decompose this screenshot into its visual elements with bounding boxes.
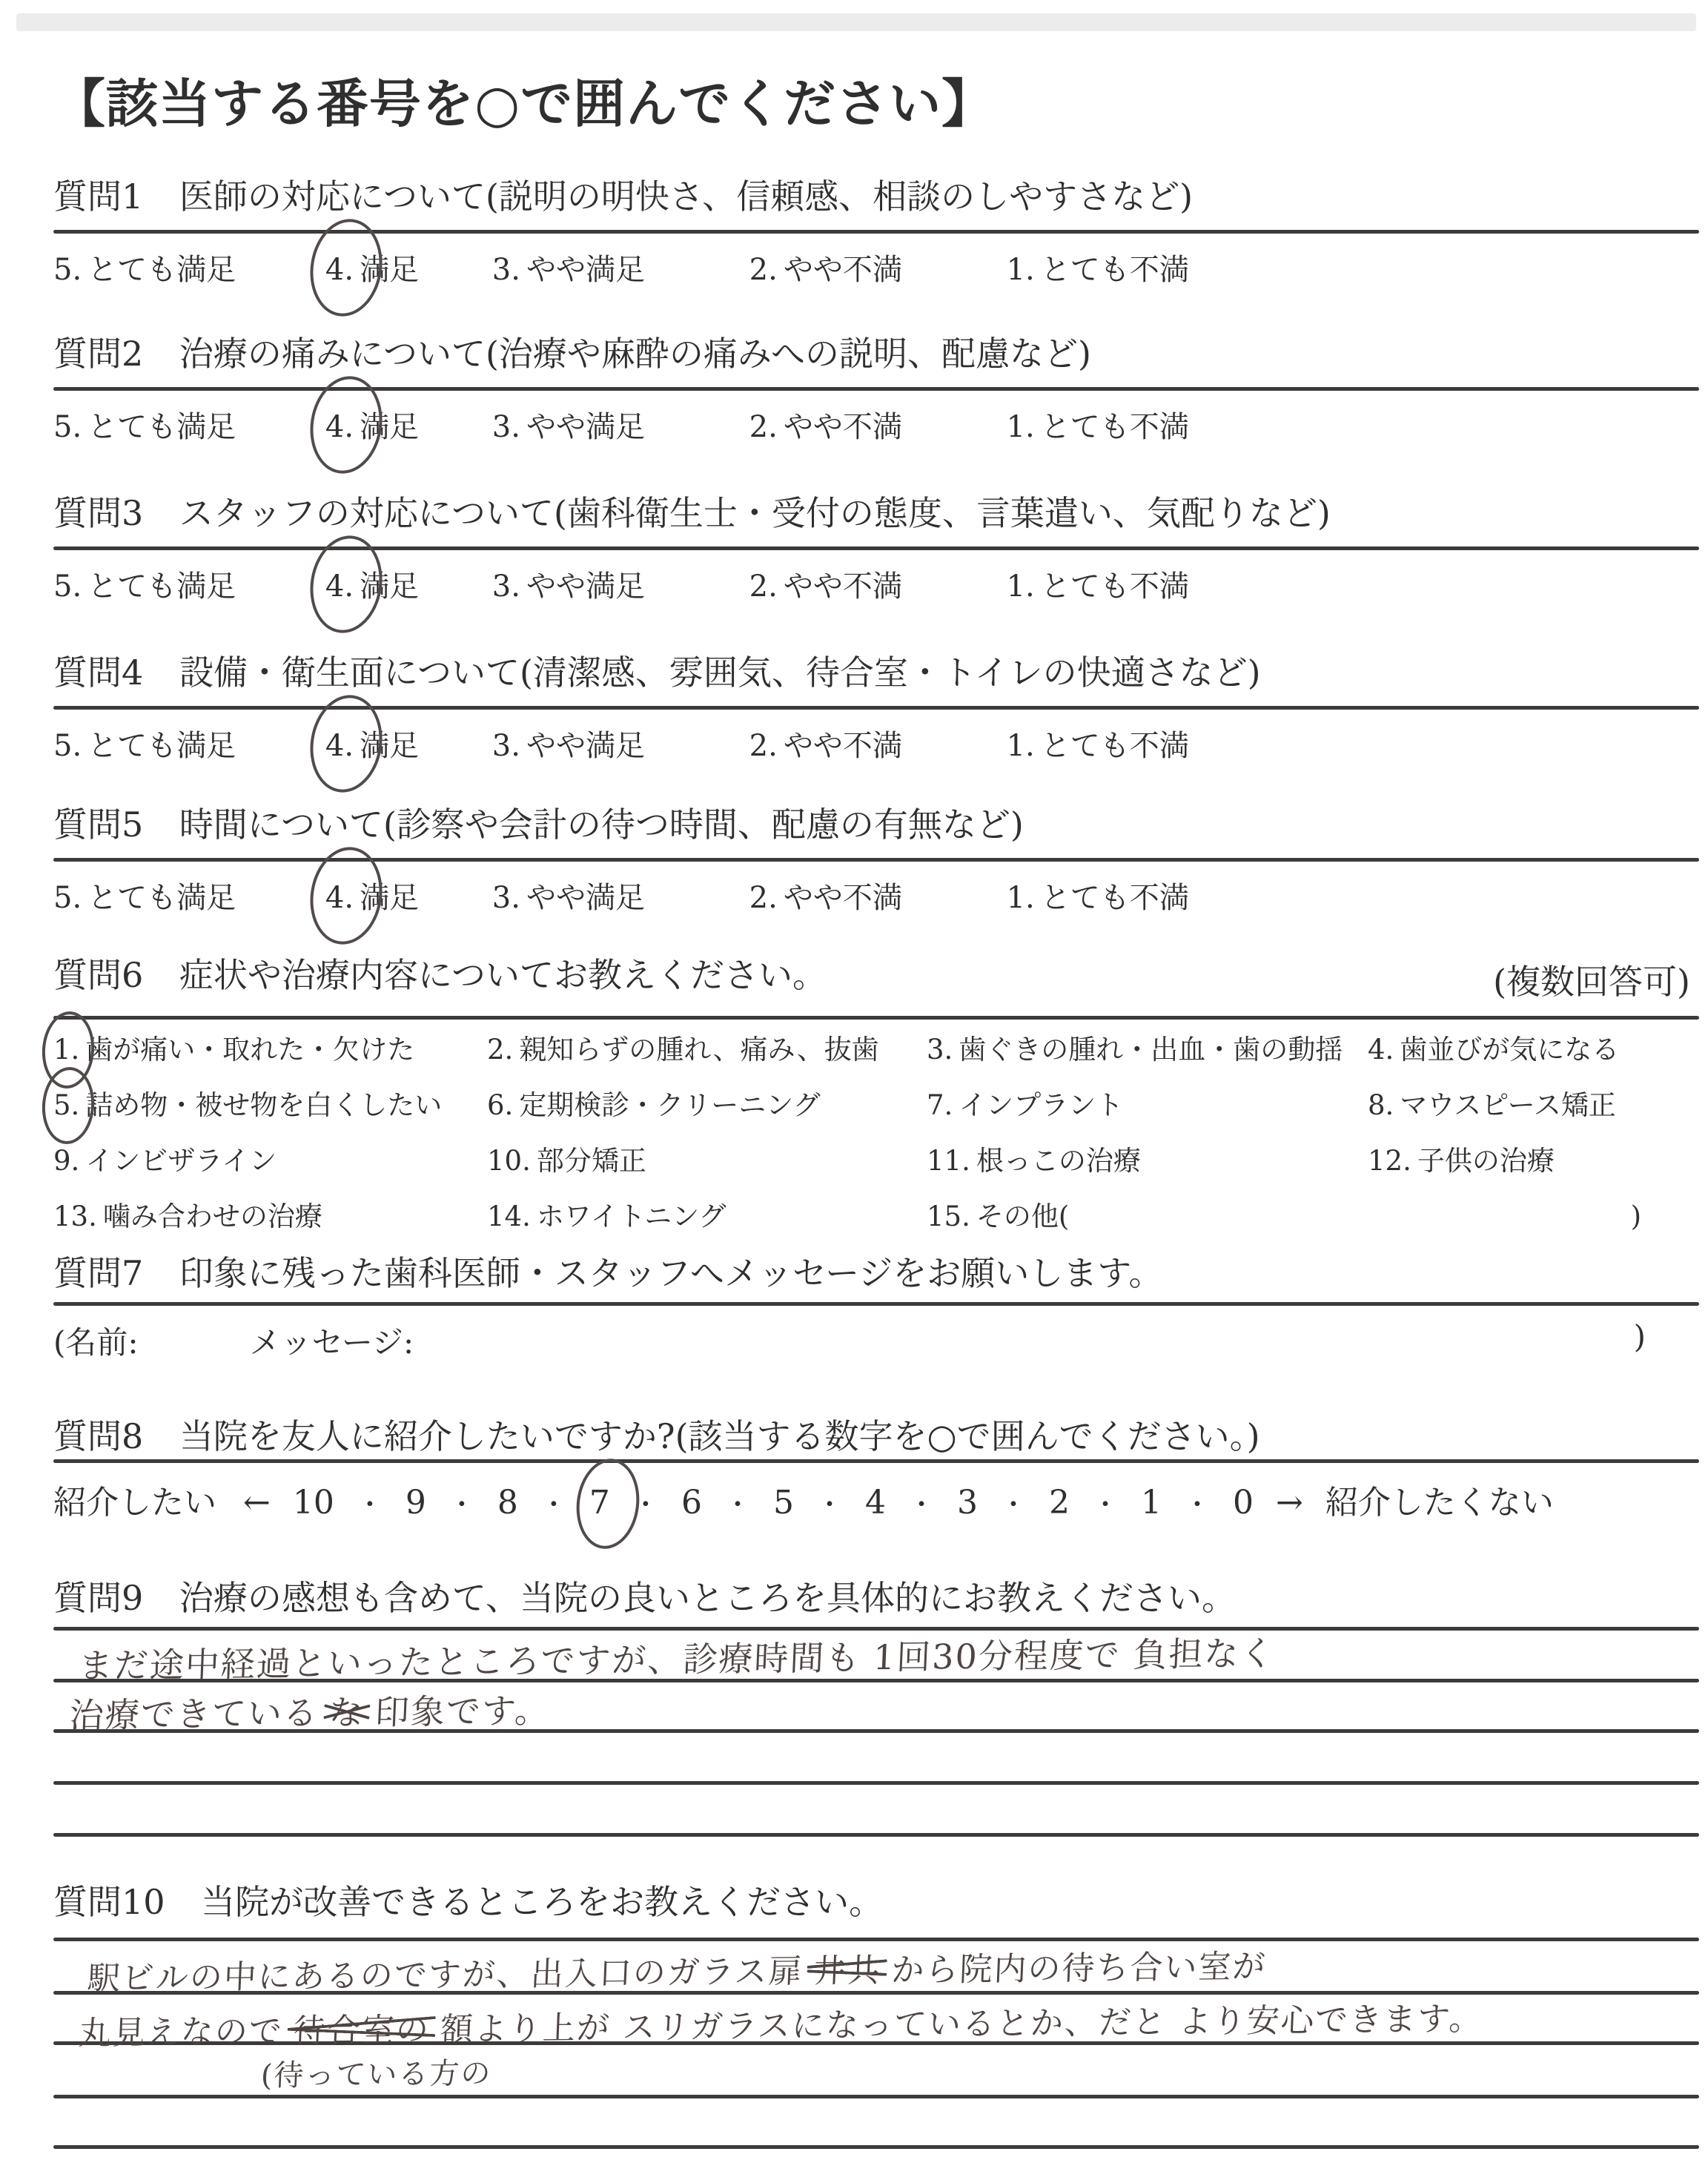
question-2-section: [53, 334, 1646, 444]
option-label: とても不満: [1040, 569, 1189, 604]
nps-1[interactable]: 1: [1141, 1484, 1162, 1522]
option-label: 部分矯正: [536, 1145, 646, 1178]
right-arrow-icon: →: [1276, 1484, 1303, 1522]
q2-option-2[interactable]: [749, 403, 902, 446]
q6-item-2[interactable]: [487, 1032, 927, 1068]
option-label: やや不満: [783, 410, 902, 444]
q6-other-close-paren: ): [1630, 1200, 1641, 1233]
option-label: とても不満: [1040, 729, 1189, 763]
nps-number-text: 7: [589, 1484, 610, 1522]
handwritten-answer-line-2: [69, 1684, 552, 1738]
q4-option-2[interactable]: [749, 722, 902, 764]
multiple-answers-note: (複数回答可): [1493, 962, 1690, 1002]
nps-8[interactable]: 8: [497, 1484, 518, 1522]
option-label: やや不満: [783, 569, 902, 604]
option-number: 13.: [53, 1200, 97, 1233]
handwritten-insertion: (待っている方の: [259, 2056, 493, 2093]
option-number-text: 4.: [325, 569, 354, 604]
option-number: 3.: [927, 1034, 953, 1066]
option-number: [325, 569, 354, 604]
question-5-heading: [53, 805, 1646, 845]
q2-option-4-selected[interactable]: [325, 403, 419, 446]
nps-10[interactable]: 10: [292, 1484, 334, 1522]
option-number: 8.: [1368, 1089, 1394, 1122]
option-label: やや満足: [526, 569, 645, 604]
option-number: [53, 1032, 79, 1068]
option-label: やや満足: [526, 881, 645, 915]
answer-line[interactable]: [53, 1781, 1699, 1785]
question-3-heading: [53, 493, 1646, 534]
option-label: 歯ぐきの腫れ・出血・歯の動揺: [959, 1034, 1343, 1066]
rule-line: [53, 1016, 1699, 1020]
question-3-label: 質問3: [53, 493, 144, 533]
question-5-section: [53, 805, 1646, 915]
option-label: 満足: [360, 253, 420, 287]
nps-3[interactable]: 3: [956, 1484, 978, 1522]
q6-item-3[interactable]: [927, 1032, 1368, 1068]
option-number: 1.: [1006, 410, 1035, 444]
question-8-topic: 当院を友人に紹介したいですか?(該当する数字を○で囲んでください。): [179, 1416, 1260, 1456]
option-number: 10.: [487, 1145, 531, 1178]
q2-option-3[interactable]: [492, 403, 645, 446]
option-number: 3.: [491, 729, 520, 763]
question-8-label: 質問8: [53, 1416, 144, 1456]
question-4-section: [53, 653, 1646, 763]
nps-2[interactable]: 2: [1049, 1484, 1070, 1522]
nps-0[interactable]: 0: [1233, 1484, 1254, 1522]
option-label: 満足: [360, 881, 420, 915]
q4-option-4-selected[interactable]: [325, 722, 419, 764]
q3-option-1[interactable]: [1007, 563, 1189, 605]
q6-item-6[interactable]: [487, 1088, 927, 1123]
option-number: 2.: [487, 1034, 514, 1066]
option-label: とても満足: [87, 253, 236, 287]
separator-dot: ・: [632, 1490, 659, 1520]
option-number: 1.: [1006, 881, 1035, 915]
handwriting-text: 額より上が スリガラスになっているとか、だと より安心できます。: [439, 2000, 1484, 2049]
option-number-text: 4.: [325, 253, 354, 287]
rule-line: [53, 1302, 1699, 1306]
handwriting-text: 丸見えなので: [77, 2012, 284, 2052]
option-number-text: 4.: [325, 410, 354, 444]
option-number: 5.: [53, 881, 82, 915]
close-paren: ): [1633, 1318, 1646, 1355]
option-label: とても不満: [1040, 253, 1189, 287]
option-number: 1.: [1006, 729, 1035, 763]
question-2-label: 質問2: [53, 334, 144, 374]
option-label: ホワイトニング: [536, 1200, 726, 1233]
q3-option-2[interactable]: [749, 563, 902, 605]
question-7-section: [53, 1253, 1646, 1361]
name-field-label: (名前:: [53, 1324, 139, 1361]
q6-item-5-selected[interactable]: [53, 1088, 487, 1123]
option-label: 親知らずの腫れ、痛み、抜歯: [519, 1034, 879, 1066]
option-number: 3.: [491, 253, 520, 287]
option-number: 2.: [749, 729, 778, 763]
question-6-options-grid: [53, 1032, 1646, 1235]
question-9-label: 質問9: [53, 1578, 144, 1618]
q2-option-1[interactable]: [1007, 403, 1189, 446]
question-6-topic: 症状や治療内容についてお教えください。: [179, 955, 827, 995]
q1-option-2[interactable]: [749, 246, 902, 288]
option-number: 2.: [749, 253, 778, 287]
q2-option-5[interactable]: [53, 403, 236, 446]
option-number: 5.: [53, 253, 82, 287]
q1-option-3[interactable]: [492, 246, 645, 288]
handwriting-text: 印象です。: [374, 1690, 552, 1733]
question-9-topic: 治療の感想も含めて、当院の良いところを具体的にお教えください。: [179, 1578, 1236, 1618]
q1-option-4-selected[interactable]: [325, 246, 419, 288]
q6-item-9[interactable]: [53, 1143, 487, 1179]
option-number: 2.: [749, 881, 778, 915]
separator-dot: ・: [356, 1490, 383, 1520]
option-label: 満足: [360, 569, 420, 604]
page-title: 【該当する番号を○で囲んでください】: [53, 73, 995, 134]
rule-line: [53, 230, 1699, 234]
rule-line: [53, 706, 1699, 710]
rule-line: [53, 546, 1699, 550]
nps-9[interactable]: 9: [405, 1484, 426, 1522]
option-number: 7.: [927, 1089, 953, 1122]
option-number: [325, 881, 354, 915]
option-label: とても満足: [87, 729, 236, 763]
option-number: 12.: [1368, 1145, 1411, 1178]
message-field-label: メッセージ:: [249, 1324, 414, 1361]
q5-option-2[interactable]: [749, 874, 902, 916]
separator-dot: ・: [1184, 1490, 1211, 1520]
question-9-heading: [53, 1578, 1646, 1619]
option-label: やや満足: [526, 253, 645, 287]
nps-scale-row: [53, 1476, 1646, 1523]
nps-7-selected[interactable]: [589, 1484, 610, 1522]
option-label: 噛み合わせの治療: [102, 1200, 322, 1233]
option-label: その他(: [976, 1200, 1070, 1233]
nps-5[interactable]: 5: [772, 1484, 794, 1522]
nps-4[interactable]: 4: [864, 1484, 886, 1522]
question-10-label: 質問10: [53, 1882, 165, 1922]
option-number-text: 4.: [325, 881, 354, 915]
question-10-heading: [53, 1882, 1646, 1923]
question-2-heading: [53, 334, 1646, 374]
option-number: [53, 1088, 79, 1123]
option-number: 5.: [53, 569, 82, 604]
option-label: とても不満: [1040, 410, 1189, 444]
q6-item-11[interactable]: [927, 1143, 1368, 1179]
q6-item-14[interactable]: [487, 1199, 927, 1235]
option-label: インプラント: [959, 1089, 1124, 1122]
option-label: とても満足: [87, 410, 236, 444]
question-7-label: 質問7: [53, 1253, 144, 1293]
question-8-section: [53, 1416, 1646, 1522]
option-number: 4.: [1368, 1034, 1394, 1066]
q4-option-1[interactable]: [1007, 722, 1189, 764]
q6-item-7[interactable]: [927, 1088, 1368, 1123]
separator-dot: ・: [815, 1490, 843, 1520]
handwriting-text: から院内の待ち合い室が: [890, 1947, 1268, 1989]
option-label: やや満足: [526, 410, 645, 444]
left-arrow-icon: ←: [243, 1484, 271, 1522]
answer-line[interactable]: [53, 2145, 1699, 2149]
q1-option-1[interactable]: [1007, 246, 1189, 288]
option-number-text: 5.: [53, 1089, 80, 1122]
option-number: 5.: [53, 410, 82, 444]
option-label: やや不満: [783, 881, 902, 915]
q4-option-5[interactable]: [53, 722, 236, 764]
question-10-section: [53, 1882, 1646, 2156]
q1-option-5[interactable]: [53, 246, 236, 288]
question-5-topic: 時間について(診察や会計の待つ時間、配慮の有無など): [179, 805, 1024, 845]
q6-item-13[interactable]: [53, 1199, 487, 1235]
crossed-out-text: 待合室の: [293, 2003, 431, 2052]
option-number-text: 1.: [53, 1034, 80, 1066]
question-2-options: [53, 403, 1646, 446]
rule-line: [53, 1459, 1699, 1463]
recommend-caption: 紹介したい: [53, 1484, 216, 1522]
option-number: 2.: [749, 569, 778, 604]
separator-dot: ・: [540, 1490, 567, 1520]
q5-option-5[interactable]: [53, 874, 236, 916]
q6-item-12[interactable]: [1368, 1143, 1646, 1179]
option-label: 歯が痛い・取れた・欠けた: [85, 1034, 415, 1066]
scan-edge-strip: [16, 13, 1696, 31]
option-label: 子供の治療: [1417, 1145, 1555, 1178]
q5-option-4-selected[interactable]: [325, 874, 419, 916]
question-3-options: [53, 563, 1646, 605]
rule-line: [53, 387, 1699, 391]
question-1-label: 質問1: [53, 176, 144, 217]
question-8-heading: [53, 1416, 1646, 1457]
crossed-out-text: な: [328, 1685, 366, 1735]
question-7-topic: 印象に残った歯科医師・スタッフへメッセージをお願いします。: [179, 1253, 1163, 1293]
option-label: 定期検診・クリーニング: [519, 1089, 821, 1122]
option-number: 3.: [491, 881, 520, 915]
handwriting-text: 治療できている: [68, 1692, 320, 1736]
option-number: 15.: [927, 1200, 970, 1233]
option-label: 詰め物・被せ物を白くしたい: [85, 1089, 443, 1122]
q6-item-4[interactable]: [1368, 1032, 1646, 1068]
q4-option-3[interactable]: [492, 722, 645, 764]
option-label: やや不満: [783, 253, 902, 287]
option-number: [325, 253, 354, 287]
option-label: 満足: [360, 410, 420, 444]
answer-line[interactable]: [53, 1938, 1699, 1941]
nps-6[interactable]: 6: [681, 1484, 702, 1522]
q5-option-1[interactable]: [1007, 874, 1189, 916]
question-4-topic: 設備・衛生面について(清潔感、雰囲気、待合室・トイレの快適さなど): [179, 653, 1261, 693]
question-4-heading: [53, 653, 1646, 693]
option-number: 1.: [1006, 569, 1035, 604]
option-number: 9.: [53, 1145, 80, 1178]
question-1-heading: [53, 176, 1646, 217]
question-7-answer-row[interactable]: [53, 1318, 1646, 1363]
q6-item-1-selected[interactable]: [53, 1032, 487, 1068]
separator-dot: ・: [999, 1490, 1027, 1520]
option-label: とても満足: [87, 881, 236, 915]
option-label: 根っこの治療: [976, 1145, 1141, 1178]
option-label: とても満足: [87, 569, 236, 604]
question-6-section: [53, 955, 1690, 1252]
rule-line: [53, 858, 1699, 862]
crossed-out-text: 井共: [812, 1943, 882, 1992]
question-2-topic: 治療の痛みについて(治療や麻酔の痛みへの説明、配慮など): [179, 334, 1091, 374]
option-label: やや満足: [526, 729, 645, 763]
message-field-blank[interactable]: [414, 1318, 1633, 1363]
answer-line[interactable]: [53, 1833, 1699, 1837]
option-number: 3.: [491, 569, 520, 604]
question-3-topic: スタッフの対応について(歯科衛生士・受付の態度、言葉遣い、気配りなど): [179, 493, 1331, 533]
option-label: インビザライン: [85, 1145, 277, 1178]
option-number-text: 4.: [325, 729, 354, 763]
question-5-options: [53, 874, 1646, 916]
option-label: 満足: [360, 729, 420, 763]
option-label: とても不満: [1040, 881, 1189, 915]
question-10-topic: 当院が改善できるところをお教えください。: [201, 1882, 884, 1922]
separator-dot: ・: [907, 1490, 935, 1520]
question-4-label: 質問4: [53, 653, 144, 693]
question-1-topic: 医師の対応について(説明の明快さ、信頼感、相談のしやすさなど): [179, 176, 1194, 217]
option-label: 歯並びが気になる: [1400, 1034, 1620, 1066]
question-5-label: 質問5: [53, 805, 144, 845]
handwritten-answer-line-1: まだ途中経過といったところですが、診療時間も 1回30分程度で 負担なく: [77, 1633, 1277, 1686]
option-number: 2.: [749, 410, 778, 444]
option-label: マウスピース矯正: [1400, 1089, 1616, 1122]
option-number: 1.: [1006, 253, 1035, 287]
not-recommend-caption: 紹介したくない: [1325, 1484, 1554, 1522]
question-9-section: [53, 1578, 1646, 1845]
q3-option-4-selected[interactable]: [325, 563, 419, 605]
option-number: [325, 410, 354, 444]
question-7-heading: [53, 1253, 1646, 1294]
option-number: [325, 729, 354, 763]
option-number: 11.: [927, 1145, 970, 1178]
question-4-options: [53, 722, 1646, 764]
separator-dot: ・: [724, 1490, 751, 1520]
option-number: 5.: [53, 729, 82, 763]
q3-option-3[interactable]: [492, 563, 645, 605]
question-3-section: [53, 493, 1646, 604]
q5-option-3[interactable]: [492, 874, 645, 916]
separator-dot: ・: [448, 1490, 475, 1520]
question-6-heading: [53, 955, 1646, 996]
option-number: 6.: [487, 1089, 514, 1122]
handwriting-text: 駅ビルの中にあるのですが、出入口のガラス扉: [86, 1952, 804, 1998]
answer-line[interactable]: [53, 2095, 1699, 2098]
question-1-options: [53, 246, 1646, 288]
separator-dot: ・: [1092, 1490, 1119, 1520]
q6-item-8[interactable]: [1368, 1088, 1646, 1123]
option-label: やや不満: [783, 729, 902, 763]
q6-item-10[interactable]: [487, 1143, 927, 1179]
option-number: 3.: [491, 410, 520, 444]
q3-option-5[interactable]: [53, 563, 236, 605]
question-1-section: [53, 176, 1646, 287]
question-6-label: 質問6: [53, 955, 144, 995]
option-number: 14.: [487, 1200, 531, 1233]
q6-item-15-other[interactable]: [927, 1199, 1368, 1235]
